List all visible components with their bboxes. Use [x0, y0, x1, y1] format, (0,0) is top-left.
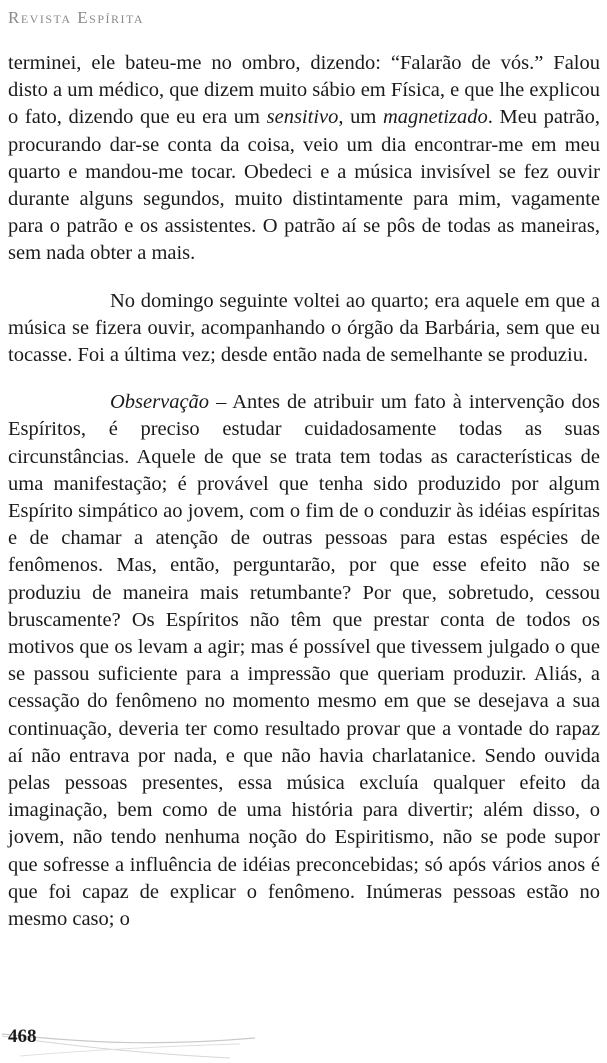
paragraph-1-text-b: , um [338, 106, 383, 129]
paragraph-3-text: – Antes de atribuir um fato à intervenção dos Espíritos, é preciso estudar cuidadosamente todas as suas circunstâncias. Aquele de que se trata tem todas as características de uma manifestação; é provável que tenha sido produzido por algum Espírito simpático ao jovem, com o fim de o conduzir às idéias espíritas e de chamar a atenção de outras pessoas para estas espécies de fenômenos. Mas, então, perguntarão, por que esse efeito não se produziu de maneira mais retumbante? Por que, sobretudo, cessou bruscamente? Os Espíritos não têm que prestar conta de todos os motivos que os levam a agir; mas é possível que tivessem julgado o que se passou suficiente para a impressão que queriam produzir. Aliás, a cessação do fenômeno no momento mesmo em que se desejava a sua continuação, deveria ter como resultado provar que a vontade do rapaz aí não entrava por nada, e que não havia charlatanice. Sendo ouvida pelas pessoas presentes, essa música excluía qualquer efeito da imaginação, bem como de uma história para divertir; além disso, o jovem, não tendo nenhuma noção do Espiritismo, não se pode supor que sofresse a influência de idéias preconcebidas; só após vários anos é que foi capaz de explicar o fenômeno. Inúmeras pessoas estão no mesmo caso; o [8, 391, 600, 931]
paragraph-3 [8, 389, 600, 933]
paragraph-1 [8, 50, 600, 268]
page-body [8, 50, 600, 933]
term-sensitivo: sensitivo [266, 106, 339, 129]
page-swoosh-ornament [0, 1020, 260, 1063]
term-magnetizado: magnetizado [382, 106, 488, 129]
page-number: 468 [8, 1026, 37, 1047]
paragraph-2: No domingo seguinte voltei ao quarto; era aquele em que a música se fizera ouvir, acompanhando o órgão da Barbária, sem que eu tocasse. Foi a última vez; desde então nada de semelhante se produziu. [8, 289, 600, 367]
observation-label: Observação [110, 391, 210, 414]
paragraph-1-text-c: . Meu patrão, procurando dar-se conta da coisa, veio um dia encontrar-me em meu quarto e mandou-me tocar. Obedeci e a música invisível se fez ouvir durante alguns segundos, muito distintamente para mim, vagamente para o patrão e os assistentes. O patrão aí se pôs de todas as maneiras, sem nada obter a mais. [8, 106, 600, 265]
paragraph-1-text-a: terminei, ele bateu-me no ombro, dizendo: “Falarão de vós.” Falou disto a um médico, que dizem muito sábio em Física, e que lhe explicou o fato, dizendo que eu era um [8, 52, 600, 129]
running-header: Revista Espírita [8, 8, 145, 27]
